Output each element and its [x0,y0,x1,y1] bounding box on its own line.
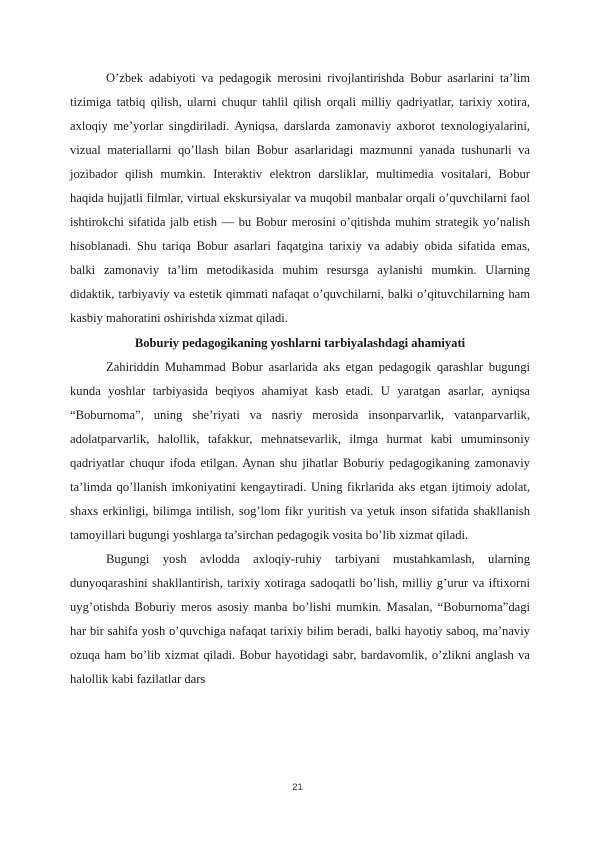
paragraph-section-1: Zahiriddin Muhammad Bobur asarlarida aks etgan pedagogik qarashlar bugungi kunda yoshlar tarbiyasida beqiyos ahamiyat kasb etadi. U yaratgan asarlar, ayniqsa “Boburnoma”, uning she’riyati va nasriy merosida insonparvarlik, vatanparvarlik, adolatparvarlik, halollik, tafakkur, mehnatsevarlik, ilmga hurmat kabi umuminsoniy qadriyatlar chuqur ifoda etilgan. Aynan shu jihatlar Boburiy pedagogikaning zamonaviy ta’limda qo’llanish imkoniyatini kengaytiradi. Uning fikrlarida aks etgan ijtimoiy adolat, shaxs erkinligi, bilimga intilish, sog’lom fikr yuritish va yetuk inson sifatida shakllanish tamoyillari bugungi yoshlarga ta’sirchan pedagogik vosita bo’lib xizmat qiladi. [70,359,530,542]
section-heading: Boburiy pedagogikaning yoshlarni tarbiyalashdagi ahamiyati [134,335,466,350]
page-number: 21 [292,782,303,793]
paragraph-section-2: Bugungi yosh avlodda axloqiy-ruhiy tarbiyani mustahkamlash, ularning dunyoqarashini shakllantirish, tarixiy xotiraga sadoqatli bo’lish, milliy g’urur va iftixorni uyg’otishda Boburiy meros asosiy manba bo’lishi mumkin. Masalan, “Boburnoma”dagi har bir sahifa yosh o’quvchiga nafaqat tarixiy bilim beradi, balki hayotiy saboq, ma’naviy ozuqa ham bo’lib xizmat qiladi. Bobur hayotidagi sabr, bardavomlik, o’zlikni anglash va halollik kabi fazilatlar dars [70,551,530,687]
page-body [70,66,530,691]
paragraph-intro: O’zbek adabiyoti va pedagogik merosini rivojlantirishda Bobur asarlarini ta’lim tizimiga tatbiq qilish, ularni chuqur tahlil qilish orqali milliy qadriyatlar, tarixiy xotira, axloqiy me’yorlar singdiriladi. Ayniqsa, darslarda zamonaviy axborot texnologiyalarini, vizual materiallarni qo’llash bilan Bobur asarlaridagi mazmunni yanada tushunarli va jozibador qilish mumkin. Interaktiv elektron darsliklar, multimedia vositalari, Bobur haqida hujjatli filmlar, virtual ekskursiyalar va muqobil manbalar orqali o’quvchilarni faol ishtirokchi sifatida jalb etish — bu Bobur merosini o’qitishda muhim strategik yo’nalish hisoblanadi. Shu tariqa Bobur asarlari faqatgina tarixiy va adabiy obida sifatida emas, balki zamonaviy ta’lim metodikasida muhim resursga aylanishi mumkin. Ularning didaktik, tarbiyaviy va estetik qimmati nafaqat o’quvchilarni, balki o’qituvchilarning ham kasbiy mahoratini oshirishda xizmat qiladi. [70,71,530,326]
